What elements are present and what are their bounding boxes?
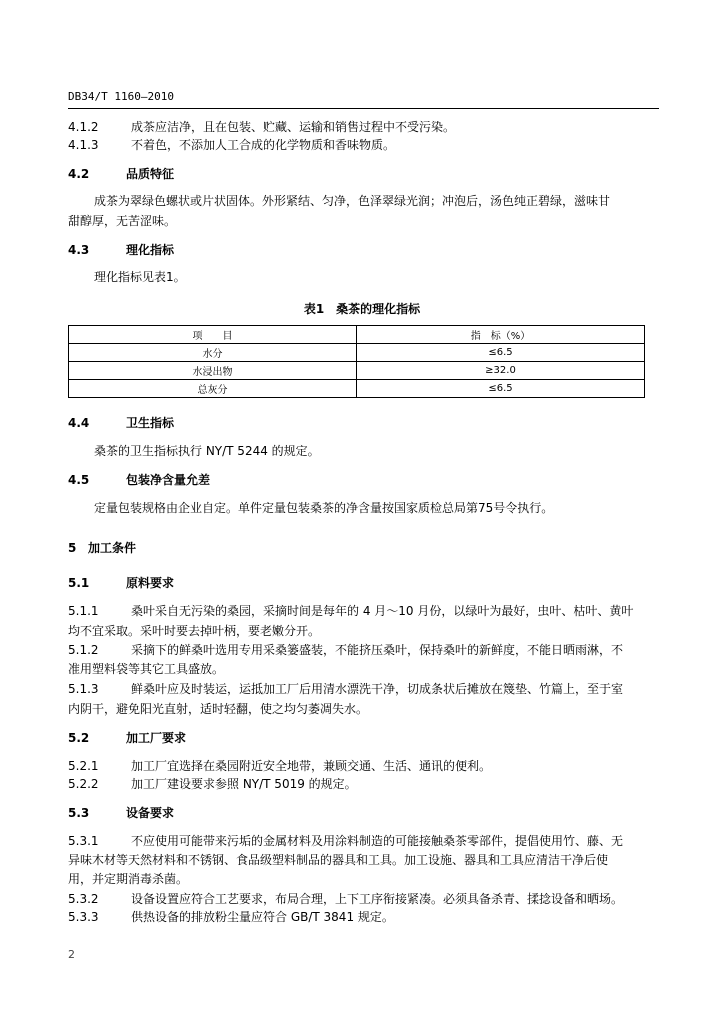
section-title: 包装净含量允差 [126,473,211,487]
clause-5-2-1 [68,759,491,773]
section-title: 理化指标 [126,243,175,257]
clause-5-1-2-line2: 准用塑料袋等其它工具盛放。 [68,662,225,676]
table-cell: 水分 [69,344,357,362]
table-row [69,344,645,362]
section-title: 加工条件 [88,541,137,555]
clause-number: 5.1.3 [68,682,99,696]
section-heading-5-2 [68,731,186,745]
paragraph-4-2-line1: 成茶为翠绿色螺状或片状固体。外形紧结、匀净，色泽翠绿光润；冲泡后，汤色纯正碧绿，滋味甘 [94,194,611,208]
header-rule [68,108,659,109]
clause-5-1-3-line2: 内阴干，避免阳光直射，适时轻翻，使之均匀萎凋失水。 [68,702,369,716]
table-cell: ≤6.5 [357,344,645,362]
clause-5-1-1-line2: 均不宜采取。采叶时要去掉叶柄，要老嫩分开。 [68,624,321,638]
table-cell: 水浸出物 [69,362,357,380]
clause-text: 采摘下的鲜桑叶选用专用采桑篓盛装，不能挤压桑叶，保持桑叶的新鲜度，不能日晒雨淋，不 [131,643,624,657]
clause-number: 4.1.2 [68,120,99,134]
section-title: 品质特征 [126,167,175,181]
clause-number: 5.1.2 [68,643,99,657]
clause-text: 桑叶采自无污染的桑园，采摘时间是每年的 4 月～10 月份，以绿叶为最好，虫叶、枯叶、黄叶 [131,604,634,618]
section-number: 5.3 [68,806,90,820]
section-number: 4.2 [68,167,90,181]
table-caption: 表1 桑茶的理化指标 [303,302,421,316]
clause-text: 设备设置应符合工艺要求，布局合理，上下工序衔接紧凑。必须具备杀青、揉捻设备和晒场。 [131,892,624,906]
clause-text: 不应使用可能带来污垢的金属材料及用涂料制造的可能接触桑茶零部件，提倡使用竹、藤、无 [131,834,624,848]
section-number: 4.3 [68,243,90,257]
section-heading-5 [68,541,136,555]
clause-number: 5.3.1 [68,834,99,848]
clause-4-1-3 [68,138,395,152]
clause-number: 5.3.3 [68,910,99,924]
paragraph-4-2-line2: 甜醇厚，无苦涩味。 [68,214,177,228]
table-header-cell: 项 目 [69,326,357,344]
clause-5-1-3-line1 [68,682,623,696]
table-cell: ≥32.0 [357,362,645,380]
clause-text: 成茶应洁净，且在包装、贮藏、运输和销售过程中不受污染。 [131,120,456,134]
section-heading-4-4 [68,416,174,430]
clause-5-1-2-line1 [68,643,623,657]
section-title: 卫生指标 [126,416,175,430]
clause-5-3-2 [68,892,623,906]
clause-text: 鲜桑叶应及时装运，运抵加工厂后用清水漂洗干净，切成条状后摊放在篾垫、竹篇上，至于室 [131,682,624,696]
table-header-cell: 指 标（%） [357,326,645,344]
clause-number: 5.1.1 [68,604,99,618]
clause-5-3-1-line1 [68,834,623,848]
page-number: 2 [68,948,75,961]
clause-text: 供热设备的排放粉尘量应符合 GB/T 3841 规定。 [131,910,394,924]
table-cell: ≤6.5 [357,380,645,398]
paragraph-4-3: 理化指标见表1。 [94,270,186,284]
clause-number: 4.1.3 [68,138,99,152]
section-number: 4.5 [68,473,90,487]
clause-4-1-2 [68,120,455,134]
standard-code: DB34/T 1160—2010 [68,90,174,103]
section-title: 设备要求 [126,806,175,820]
clause-number: 5.2.1 [68,759,99,773]
table-cell: 总灰分 [69,380,357,398]
table-row [69,362,645,380]
section-heading-4-2 [68,167,174,181]
section-title: 原料要求 [126,576,175,590]
clause-number: 5.2.2 [68,777,99,791]
section-number: 5 [68,541,77,555]
section-heading-5-3 [68,806,174,820]
clause-5-3-3 [68,910,394,924]
clause-5-3-1-line2: 异味木材等天然材料和不锈钢、食品级塑料制品的器具和工具。加工设施、器具和工具应清洁干净后使 [68,853,609,867]
paragraph-4-4: 桑茶的卫生指标执行 NY/T 5244 的规定。 [94,444,320,458]
table-row [69,380,645,398]
clause-5-1-1-line1 [68,604,633,618]
section-number: 4.4 [68,416,90,430]
section-heading-4-5 [68,473,210,487]
section-number: 5.1 [68,576,90,590]
physicochemical-table [68,325,645,398]
clause-5-3-1-line3: 用，并定期消毒杀菌。 [68,872,189,886]
section-title: 加工厂要求 [126,731,187,745]
section-heading-5-1 [68,576,174,590]
section-heading-4-3 [68,243,174,257]
section-number: 5.2 [68,731,90,745]
clause-text: 不着色，不添加人工合成的化学物质和香味物质。 [131,138,396,152]
clause-text: 加工厂宜选择在桑园附近安全地带，兼顾交通、生活、通讯的便利。 [131,759,492,773]
clause-number: 5.3.2 [68,892,99,906]
table-header-row [69,326,645,344]
clause-text: 加工厂建设要求参照 NY/T 5019 的规定。 [131,777,357,791]
paragraph-4-5: 定量包装规格由企业自定。单件定量包装桑茶的净含量按国家质检总局第75号令执行。 [94,501,554,515]
clause-5-2-2 [68,777,357,791]
